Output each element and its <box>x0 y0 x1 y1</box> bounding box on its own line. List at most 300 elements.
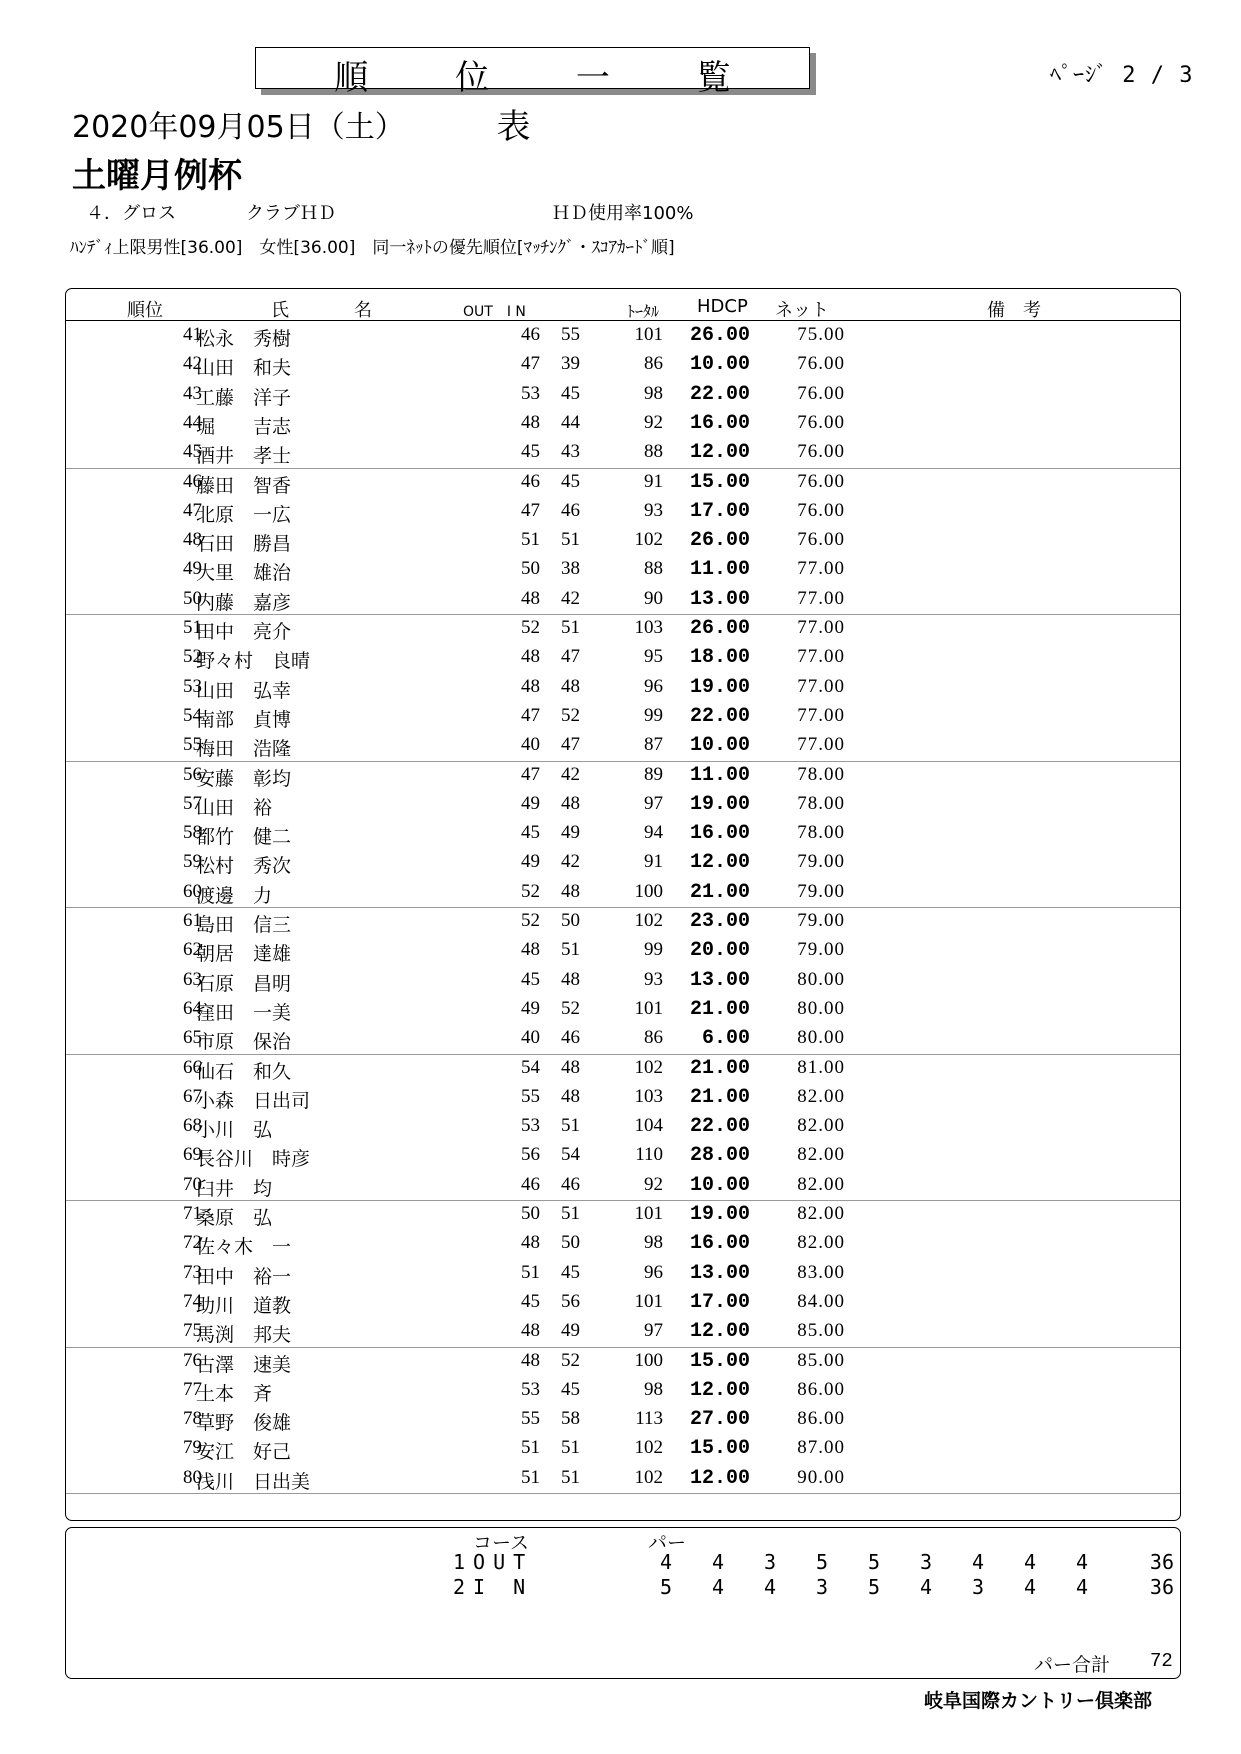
out-score-cell: 52 <box>521 880 540 902</box>
hdcp-cell: 18.00 <box>689 646 750 670</box>
rank-cell: 73 <box>183 1261 202 1283</box>
course-name: 2I N <box>453 1575 534 1599</box>
net-score-cell: 80.00 <box>797 1027 845 1049</box>
total-score-cell: 99 <box>644 939 663 961</box>
rank-cell: 44 <box>183 411 202 433</box>
table-row <box>66 966 1180 995</box>
in-score-cell: 46 <box>561 499 580 521</box>
net-score-cell: 82.00 <box>797 1232 845 1254</box>
total-score-cell: 110 <box>635 1144 663 1166</box>
out-score-cell: 53 <box>521 1115 540 1137</box>
table-row <box>66 936 1180 965</box>
rank-cell: 53 <box>183 675 202 697</box>
hole-par: 3 <box>815 1575 828 1599</box>
table-row <box>66 1229 1180 1258</box>
hole-par: 4 <box>1075 1575 1088 1599</box>
handicap-type: クラブＨＤ <box>246 203 336 224</box>
hdcp-cell: 11.00 <box>689 763 750 787</box>
in-score-cell: 45 <box>561 470 580 492</box>
name-cell: 安藤 彰均 <box>196 768 292 790</box>
total-score-cell: 99 <box>644 704 663 726</box>
in-score-cell: 48 <box>561 675 580 697</box>
in-score-cell: 45 <box>561 1261 580 1283</box>
table-row <box>66 438 1180 467</box>
hdcp-cell: 10.00 <box>689 734 750 758</box>
in-score-cell: 49 <box>561 822 580 844</box>
rank-cell: 79 <box>183 1437 202 1459</box>
rank-cell: 43 <box>183 382 202 404</box>
in-score-cell: 48 <box>561 792 580 814</box>
hole-par: 3 <box>971 1575 984 1599</box>
table-row <box>66 1171 1180 1200</box>
total-score-cell: 91 <box>644 470 663 492</box>
net-score-cell: 79.00 <box>797 910 845 931</box>
table-row <box>66 1434 1180 1463</box>
total-score-cell: 92 <box>644 1173 663 1195</box>
par-label: パー <box>648 1532 687 1554</box>
net-score-cell: 82.00 <box>797 1085 845 1107</box>
in-score-cell: 48 <box>561 1056 580 1078</box>
out-score-cell: 54 <box>521 1056 540 1078</box>
net-score-cell: 76.00 <box>797 353 845 375</box>
total-score-cell: 102 <box>634 529 663 551</box>
table-row <box>66 1376 1180 1405</box>
hdcp-cell: 10.00 <box>689 353 750 377</box>
table-row <box>66 468 1180 497</box>
in-score-cell: 52 <box>561 997 580 1019</box>
out-score-cell: 47 <box>521 499 540 521</box>
in-score-cell: 42 <box>561 851 580 873</box>
name-cell: 土本 斉 <box>196 1383 273 1405</box>
total-score-cell: 96 <box>644 1261 663 1283</box>
name-cell: 草野 俊雄 <box>196 1413 292 1435</box>
ranking-type: ４．グロス <box>86 203 176 224</box>
hdcp-cell: 16.00 <box>689 822 750 846</box>
hole-par: 4 <box>659 1550 672 1574</box>
out-score-cell: 50 <box>521 1203 540 1224</box>
rank-cell: 57 <box>183 792 202 814</box>
net-score-cell: 78.00 <box>797 763 845 785</box>
out-score-cell: 48 <box>521 646 540 668</box>
total-score-cell: 104 <box>634 1115 663 1137</box>
total-score-cell: 94 <box>644 822 663 844</box>
name-cell: 窪田 一美 <box>196 1002 292 1024</box>
in-score-cell: 50 <box>561 1232 580 1254</box>
rank-cell: 63 <box>183 968 202 990</box>
col-header-remarks: 備 考 <box>987 300 1041 321</box>
net-score-cell: 76.00 <box>797 441 845 463</box>
in-score-cell: 51 <box>561 1437 580 1459</box>
hdcp-cell: 15.00 <box>689 1349 750 1373</box>
par-total-value: 72 <box>1150 1650 1173 1672</box>
name-cell: 山田 和夫 <box>196 358 292 380</box>
total-score-cell: 101 <box>634 1203 663 1224</box>
rank-cell: 60 <box>183 880 202 902</box>
hole-par: 5 <box>867 1550 880 1574</box>
name-cell: 古澤 速美 <box>196 1354 292 1376</box>
rank-cell: 67 <box>183 1085 202 1107</box>
rank-cell: 50 <box>183 587 202 609</box>
out-score-cell: 48 <box>521 1232 540 1254</box>
name-cell: 山田 裕 <box>196 797 273 819</box>
table-row <box>66 555 1180 584</box>
out-score-cell: 52 <box>521 617 540 638</box>
group-divider <box>66 1493 1180 1494</box>
handicap-rate: ＨＤ使用率100% <box>552 203 694 224</box>
table-row <box>66 1141 1180 1170</box>
name-cell: 梅田 浩隆 <box>196 739 292 761</box>
name-cell: 松永 秀樹 <box>196 329 292 350</box>
table-row <box>66 1112 1180 1141</box>
table-row <box>66 350 1180 379</box>
hdcp-cell: 17.00 <box>689 1290 750 1314</box>
table-row <box>66 1054 1180 1083</box>
out-score-cell: 46 <box>521 324 540 345</box>
hdcp-cell: 16.00 <box>689 411 750 435</box>
name-cell: 田中 裕一 <box>196 1266 292 1288</box>
name-cell: 酒井 孝士 <box>196 446 292 468</box>
total-score-cell: 88 <box>644 441 663 463</box>
net-score-cell: 75.00 <box>797 324 845 345</box>
net-score-cell: 82.00 <box>797 1173 845 1195</box>
hdcp-cell: 12.00 <box>689 851 750 875</box>
out-score-cell: 45 <box>521 822 540 844</box>
total-score-cell: 113 <box>635 1408 663 1430</box>
col-header-rank: 順位 <box>127 300 163 321</box>
total-score-cell: 103 <box>634 617 663 638</box>
rank-cell: 52 <box>183 646 202 668</box>
hdcp-cell: 26.00 <box>689 529 750 553</box>
name-cell: 都竹 健二 <box>196 827 292 849</box>
out-score-cell: 51 <box>521 1437 540 1459</box>
net-score-cell: 86.00 <box>797 1378 845 1400</box>
table-row <box>66 1024 1180 1053</box>
table-row <box>66 848 1180 877</box>
rank-cell: 41 <box>183 324 202 345</box>
out-score-cell: 53 <box>521 1378 540 1400</box>
net-score-cell: 84.00 <box>797 1290 845 1312</box>
name-cell: 浅川 日出美 <box>196 1471 311 1493</box>
total-score-cell: 100 <box>634 880 663 902</box>
table-row <box>66 1317 1180 1346</box>
rank-cell: 45 <box>183 441 202 463</box>
event-name: 土曜月例杯 <box>72 156 242 196</box>
table-row <box>66 731 1180 760</box>
table-row <box>66 1347 1180 1376</box>
out-score-cell: 53 <box>521 382 540 404</box>
table-row <box>66 321 1180 350</box>
out-score-cell: 55 <box>521 1408 540 1430</box>
total-score-cell: 87 <box>644 734 663 756</box>
rank-cell: 66 <box>183 1056 202 1078</box>
out-score-cell: 47 <box>521 353 540 375</box>
name-cell: 石田 勝昌 <box>196 534 292 556</box>
name-cell: 小森 日出司 <box>196 1090 311 1112</box>
hdcp-cell: 28.00 <box>689 1144 750 1168</box>
col-header-hdcp: HDCP <box>697 296 748 317</box>
name-cell: 渡邊 力 <box>196 885 273 907</box>
in-score-cell: 44 <box>561 411 580 433</box>
in-score-cell: 52 <box>561 1349 580 1371</box>
in-score-cell: 43 <box>561 441 580 463</box>
table-row <box>66 643 1180 672</box>
hole-par: 4 <box>711 1550 724 1574</box>
club-name: 岐阜国際カントリー倶楽部 <box>924 1690 1153 1712</box>
rank-cell: 51 <box>183 617 202 638</box>
in-score-cell: 51 <box>561 1466 580 1488</box>
out-score-cell: 48 <box>521 411 540 433</box>
total-score-cell: 101 <box>634 324 663 345</box>
out-score-cell: 47 <box>521 763 540 785</box>
total-score-cell: 89 <box>644 763 663 785</box>
rank-cell: 74 <box>183 1290 202 1312</box>
rank-cell: 70 <box>183 1173 202 1195</box>
in-score-cell: 49 <box>561 1320 580 1342</box>
out-score-cell: 47 <box>521 704 540 726</box>
total-score-cell: 93 <box>644 499 663 521</box>
hole-par: 4 <box>1075 1550 1088 1574</box>
in-score-cell: 51 <box>561 617 580 638</box>
rank-cell: 42 <box>183 353 202 375</box>
net-score-cell: 77.00 <box>797 646 845 668</box>
table-row <box>66 380 1180 409</box>
hole-par: 4 <box>971 1550 984 1574</box>
name-cell: 助川 道教 <box>196 1295 292 1317</box>
hdcp-cell: 16.00 <box>689 1232 750 1256</box>
in-score-cell: 46 <box>561 1173 580 1195</box>
hdcp-cell: 22.00 <box>689 1115 750 1139</box>
name-cell: 大里 雄治 <box>196 563 292 585</box>
net-score-cell: 76.00 <box>797 499 845 521</box>
table-row <box>66 702 1180 731</box>
table-row <box>66 761 1180 790</box>
total-score-cell: 100 <box>634 1349 663 1371</box>
total-score-cell: 103 <box>634 1085 663 1107</box>
net-score-cell: 87.00 <box>797 1437 845 1459</box>
hole-par: 5 <box>815 1550 828 1574</box>
name-cell: 仙石 和久 <box>196 1061 292 1083</box>
in-score-cell: 42 <box>561 763 580 785</box>
total-score-cell: 88 <box>644 558 663 580</box>
total-score-cell: 102 <box>634 1466 663 1488</box>
net-score-cell: 77.00 <box>797 675 845 697</box>
in-score-cell: 51 <box>561 1115 580 1137</box>
hole-par: 3 <box>763 1550 776 1574</box>
handicap-limits: ﾊﾝﾃﾞｨ上限男性[36.00] 女性[36.00] 同一ﾈｯﾄの優先順位[ﾏｯﾁﾝｸﾞ・ｽｺｱｶｰﾄﾞ順] <box>70 238 675 258</box>
hdcp-cell: 12.00 <box>689 1320 750 1344</box>
net-score-cell: 81.00 <box>797 1056 845 1078</box>
rank-cell: 64 <box>183 997 202 1019</box>
net-score-cell: 83.00 <box>797 1261 845 1283</box>
net-score-cell: 77.00 <box>797 587 845 609</box>
net-score-cell: 78.00 <box>797 792 845 814</box>
hdcp-cell: 26.00 <box>689 324 750 347</box>
total-score-cell: 102 <box>634 1056 663 1078</box>
total-score-cell: 98 <box>644 1378 663 1400</box>
event-date: 2020年09月05日（土） <box>72 110 405 145</box>
net-score-cell: 77.00 <box>797 617 845 638</box>
out-score-cell: 48 <box>521 939 540 961</box>
in-score-cell: 47 <box>561 734 580 756</box>
hdcp-cell: 23.00 <box>689 910 750 933</box>
total-score-cell: 92 <box>644 411 663 433</box>
total-score-cell: 102 <box>634 1437 663 1459</box>
name-cell: 藤田 智香 <box>196 475 292 497</box>
table-row <box>66 1464 1180 1493</box>
in-score-cell: 48 <box>561 880 580 902</box>
total-score-cell: 96 <box>644 675 663 697</box>
rank-cell: 48 <box>183 529 202 551</box>
out-score-cell: 55 <box>521 1085 540 1107</box>
in-score-cell: 56 <box>561 1290 580 1312</box>
out-score-cell: 45 <box>521 968 540 990</box>
name-cell: 安江 好己 <box>196 1442 292 1464</box>
name-cell: 島田 信三 <box>196 915 292 936</box>
rank-cell: 47 <box>183 499 202 521</box>
page-title: 順 位 一 覧 表 <box>334 58 769 147</box>
total-score-cell: 98 <box>644 382 663 404</box>
in-score-cell: 51 <box>561 939 580 961</box>
hdcp-cell: 17.00 <box>689 499 750 523</box>
total-score-cell: 91 <box>644 851 663 873</box>
table-row <box>66 995 1180 1024</box>
total-score-cell: 86 <box>644 353 663 375</box>
rank-cell: 61 <box>183 910 202 931</box>
course-label: コース <box>473 1532 530 1554</box>
rank-cell: 54 <box>183 704 202 726</box>
net-score-cell: 76.00 <box>797 529 845 551</box>
in-score-cell: 42 <box>561 587 580 609</box>
rank-cell: 75 <box>183 1320 202 1342</box>
par-total-label: パー合計 <box>1034 1654 1111 1676</box>
in-score-cell: 45 <box>561 382 580 404</box>
out-score-cell: 49 <box>521 792 540 814</box>
name-cell: 内藤 嘉彦 <box>196 592 292 614</box>
net-score-cell: 90.00 <box>797 1466 845 1488</box>
total-score-cell: 101 <box>634 1290 663 1312</box>
rank-cell: 80 <box>183 1466 202 1488</box>
in-score-cell: 39 <box>561 353 580 375</box>
table-row <box>66 673 1180 702</box>
hdcp-cell: 19.00 <box>689 675 750 699</box>
hdcp-cell: 21.00 <box>689 1085 750 1109</box>
name-cell: 馬渕 邦夫 <box>196 1325 292 1347</box>
hdcp-cell: 21.00 <box>689 997 750 1021</box>
in-score-cell: 55 <box>561 324 580 345</box>
rank-cell: 68 <box>183 1115 202 1137</box>
table-row <box>66 409 1180 438</box>
total-score-cell: 97 <box>644 1320 663 1342</box>
net-score-cell: 77.00 <box>797 704 845 726</box>
net-score-cell: 79.00 <box>797 939 845 961</box>
out-score-cell: 52 <box>521 910 540 931</box>
out-score-cell: 45 <box>521 1290 540 1312</box>
hdcp-cell: 10.00 <box>689 1173 750 1197</box>
total-score-cell: 98 <box>644 1232 663 1254</box>
hdcp-cell: 13.00 <box>689 587 750 611</box>
rank-cell: 71 <box>183 1203 202 1224</box>
net-score-cell: 76.00 <box>797 411 845 433</box>
rank-cell: 72 <box>183 1232 202 1254</box>
total-score-cell: 97 <box>644 792 663 814</box>
net-score-cell: 82.00 <box>797 1203 845 1224</box>
hole-par: 4 <box>919 1575 932 1599</box>
name-cell: 石原 昌明 <box>196 973 292 995</box>
net-score-cell: 82.00 <box>797 1144 845 1166</box>
rank-cell: 78 <box>183 1408 202 1430</box>
col-header-name-given: 名 <box>354 300 372 321</box>
name-cell: 北原 一広 <box>196 504 292 526</box>
net-score-cell: 80.00 <box>797 997 845 1019</box>
out-score-cell: 51 <box>521 1261 540 1283</box>
hdcp-cell: 6.00 <box>701 1027 750 1051</box>
col-header-out-in: OUT I N <box>463 304 526 320</box>
hole-par: 3 <box>919 1550 932 1574</box>
net-score-cell: 79.00 <box>797 851 845 873</box>
table-row <box>66 1405 1180 1434</box>
hdcp-cell: 15.00 <box>689 470 750 494</box>
total-score-cell: 90 <box>644 587 663 609</box>
hole-par: 4 <box>1023 1575 1036 1599</box>
net-score-cell: 79.00 <box>797 880 845 902</box>
table-row <box>66 1259 1180 1288</box>
title-box <box>255 47 810 147</box>
course-name: 1OUT <box>453 1550 534 1574</box>
hdcp-cell: 22.00 <box>689 382 750 406</box>
name-cell: 佐々木 一 <box>196 1237 292 1259</box>
name-cell: 桑原 弘 <box>196 1208 273 1229</box>
out-score-cell: 40 <box>521 1027 540 1049</box>
name-cell: 市原 保治 <box>196 1032 292 1054</box>
hdcp-cell: 13.00 <box>689 1261 750 1285</box>
in-score-cell: 38 <box>561 558 580 580</box>
out-score-cell: 56 <box>521 1144 540 1166</box>
name-cell: 小川 弘 <box>196 1120 273 1142</box>
col-header-net: ネット <box>775 300 829 321</box>
table-row <box>66 614 1180 643</box>
col-header-name-family: 氏 <box>271 300 289 321</box>
hdcp-cell: 26.00 <box>689 617 750 640</box>
hole-par: 5 <box>867 1575 880 1599</box>
out-score-cell: 48 <box>521 675 540 697</box>
name-cell: 山田 弘幸 <box>196 680 292 702</box>
out-score-cell: 48 <box>521 587 540 609</box>
in-score-cell: 51 <box>561 529 580 551</box>
out-score-cell: 46 <box>521 470 540 492</box>
course-par-total: 36 <box>1149 1575 1174 1599</box>
table-row <box>66 819 1180 848</box>
out-score-cell: 51 <box>521 1466 540 1488</box>
rank-cell: 77 <box>183 1378 202 1400</box>
net-score-cell: 82.00 <box>797 1115 845 1137</box>
net-score-cell: 80.00 <box>797 968 845 990</box>
hole-par: 5 <box>659 1575 672 1599</box>
col-header-total: ﾄｰﾀﾙ <box>627 302 660 321</box>
rank-cell: 49 <box>183 558 202 580</box>
total-score-cell: 93 <box>644 968 663 990</box>
hole-par: 4 <box>763 1575 776 1599</box>
name-cell: 臼井 均 <box>196 1178 273 1200</box>
net-score-cell: 77.00 <box>797 734 845 756</box>
in-score-cell: 58 <box>561 1408 580 1430</box>
hdcp-cell: 11.00 <box>689 558 750 582</box>
name-cell: 長谷川 時彦 <box>196 1149 311 1171</box>
out-score-cell: 40 <box>521 734 540 756</box>
rank-cell: 59 <box>183 851 202 873</box>
rank-cell: 55 <box>183 734 202 756</box>
hole-par: 4 <box>711 1575 724 1599</box>
rank-cell: 69 <box>183 1144 202 1166</box>
